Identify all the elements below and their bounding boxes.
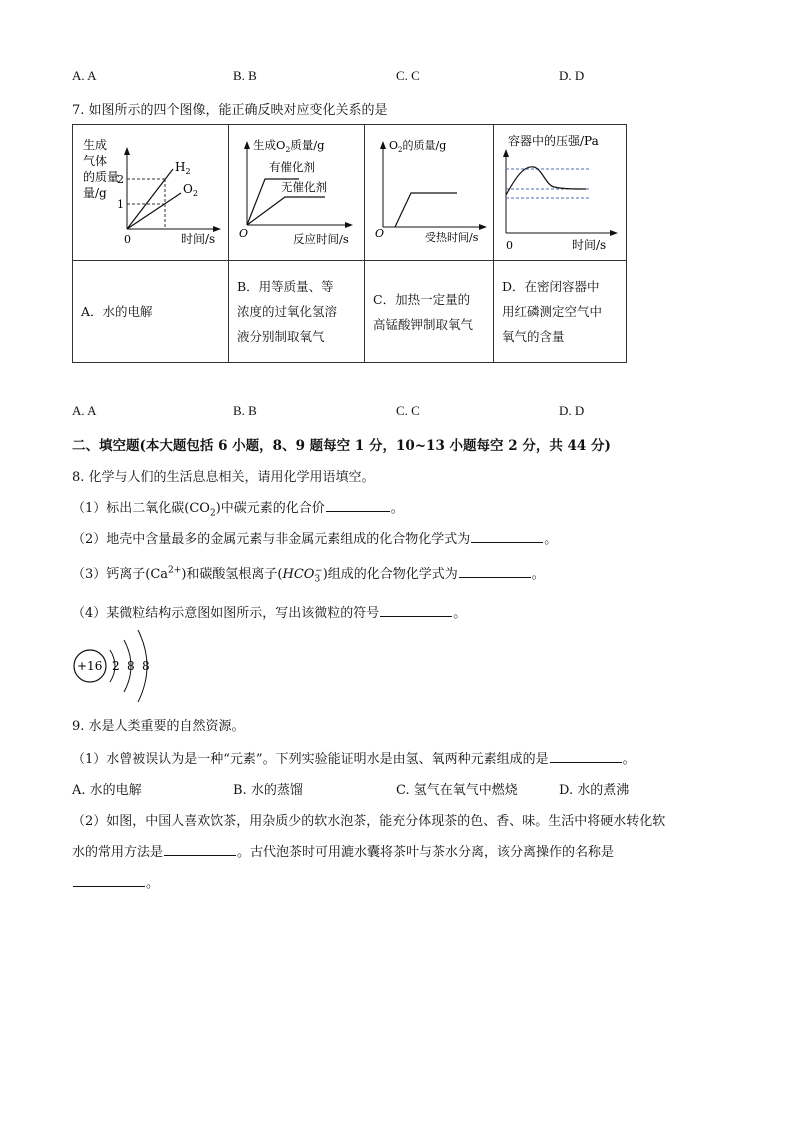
graph-d-curve — [506, 167, 586, 195]
graph-d-cell — [494, 125, 627, 261]
graph-d-xlabel: 时间/s — [572, 238, 607, 252]
atom-structure-diagram — [70, 624, 170, 708]
q8-part-2: （2）地壳中含量最多的金属元素与非金属元素组成的化合物化学式为 。 — [72, 532, 558, 547]
graph-b-origin: O — [239, 227, 249, 240]
q9-option-b: B. 水的蒸馏 — [233, 783, 303, 798]
graph-c-cell — [365, 125, 494, 261]
option-c: C. C — [396, 68, 420, 83]
graph-a-xlabel: 时间/s — [181, 232, 216, 246]
q8-blank-4[interactable] — [380, 604, 452, 617]
graph-a-tick-1: 1 — [117, 198, 124, 211]
q7-option-a: A. A — [72, 403, 97, 418]
choice-c-line-2: 高锰酸钾制取氧气 — [373, 316, 474, 332]
graph-d — [494, 125, 626, 260]
q7-option-c: C. C — [396, 403, 420, 418]
graph-a-label-h2: $H_2$ — [175, 160, 191, 176]
choice-d-line-1: D．在密闭容器中 — [502, 279, 600, 294]
q9-blank-3[interactable] — [73, 874, 145, 887]
graph-a-label-o2: $O_2$ — [183, 182, 198, 198]
graph-a-ylabel-3: 的质量 — [83, 170, 120, 184]
q8-part-1: （1）标出二氧化碳$(CO_2)$中碳元素的化合价 。 — [72, 501, 404, 519]
shell-1-count: 2 — [112, 659, 120, 673]
choice-b-line-1: B．用等质量、等 — [237, 279, 334, 294]
graph-b-label-catalyst: 有催化剂 — [269, 160, 315, 174]
question-9-stem: 9. 水是人类重要的自然资源。 — [72, 719, 245, 734]
graph-d-origin: 0 — [506, 239, 513, 252]
q8-part-3: （3）钙离子$(Ca^{2+})$和碳酸氢根离子$(HCO_3^-)$组成的化合物化学式为 。 — [72, 565, 545, 585]
q7-option-d: D. D — [559, 403, 585, 418]
graph-a-tick-2: 2 — [117, 173, 124, 186]
choice-b-line-2: 浓度的过氧化氢溶 — [237, 304, 338, 319]
q8-blank-3[interactable] — [459, 565, 531, 578]
graph-a-origin: 0 — [124, 233, 131, 246]
graph-a-ylabel-1: 生成 — [83, 138, 108, 152]
graph-a-h2-line — [127, 169, 173, 229]
option-a: A. A — [72, 68, 97, 83]
graph-b-no-catalyst-line — [247, 197, 325, 225]
q9-option-c: C. 氢气在氧气中燃烧 — [396, 783, 518, 798]
q9-part-2-line-3: 。 — [72, 872, 159, 891]
graph-b-ylabel: 生成$O_2$质量/g — [253, 138, 325, 154]
graph-a-cell — [73, 125, 229, 261]
choice-c-line-1: C．加热一定量的 — [373, 291, 471, 307]
choice-c-cell — [365, 261, 494, 363]
graph-c-origin: O — [375, 227, 385, 240]
shell-2-count: 8 — [127, 659, 135, 673]
graph-a — [73, 125, 228, 260]
q9-part-2-line-1: （2）如图，中国人喜欢饮茶，用杂质少的软水泡茶，能充分体现茶的色、香、味。生活中将硬水转化软 — [72, 814, 666, 829]
graph-a-ylabel-2: 气体 — [83, 154, 108, 168]
graph-b-cell — [229, 125, 365, 261]
q9-option-d: D. 水的煮沸 — [559, 783, 630, 798]
graph-b-label-no-catalyst: 无催化剂 — [281, 180, 327, 194]
graph-c — [365, 125, 493, 260]
choice-d-line-3: 氧气的含量 — [502, 329, 565, 344]
q9-part-1: （1）水曾被误认为是一种“元素”。下列实验能证明水是由氢、氧两种元素组成的是 。 — [72, 752, 636, 767]
q9-blank-1[interactable] — [550, 750, 622, 763]
graph-c-xlabel: 受热时间/s — [425, 231, 479, 244]
graph-b — [229, 125, 364, 260]
graph-b-xlabel: 反应时间/s — [293, 232, 349, 246]
q9-part-2-line-2: 水的常用方法是 。古代泡茶时可用漉水囊将茶叶与茶水分离，该分离操作的名称是 — [72, 845, 615, 860]
q8-blank-2[interactable] — [471, 530, 543, 543]
choice-b-line-3: 液分别制取氧气 — [237, 329, 325, 344]
graph-c-line — [395, 193, 457, 227]
nucleus-charge: +16 — [77, 659, 103, 673]
graph-d-ylabel: 容器中的压强/Pa — [508, 134, 599, 148]
choice-a-cell — [73, 261, 229, 363]
question-7-table — [72, 124, 627, 363]
q8-part-4: （4）某微粒结构示意图如图所示，写出该微粒的符号 。 — [72, 606, 467, 621]
graph-a-ylabel-4: 量/g — [83, 186, 107, 200]
graph-c-ylabel: $O_2$的质量/g — [389, 139, 447, 154]
question-7-stem: 7. 如图所示的四个图像，能正确反映对应变化关系的是 — [72, 103, 388, 118]
section-2-heading: 二、填空题(本大题包括 6 小题，8、9 题每空 1 分，10~13 小题每空 2 分，共 44 分) — [72, 438, 611, 454]
choice-d-line-2: 用红磷测定空气中 — [502, 304, 603, 319]
q9-blank-2[interactable] — [164, 843, 236, 856]
choice-a-line-1: A．水的电解 — [81, 304, 153, 319]
graph-a-o2-line — [127, 193, 181, 229]
shell-3-count: 8 — [142, 659, 150, 673]
option-d: D. D — [559, 68, 585, 83]
q7-option-b: B. B — [233, 403, 257, 418]
question-8-stem: 8. 化学与人们的生活息息相关，请用化学用语填空。 — [72, 470, 375, 485]
option-b: B. B — [233, 68, 257, 83]
q8-blank-1[interactable] — [326, 499, 390, 512]
choice-b-cell — [229, 261, 365, 363]
choice-d-cell — [494, 261, 627, 363]
q9-option-a: A. 水的电解 — [72, 783, 142, 798]
